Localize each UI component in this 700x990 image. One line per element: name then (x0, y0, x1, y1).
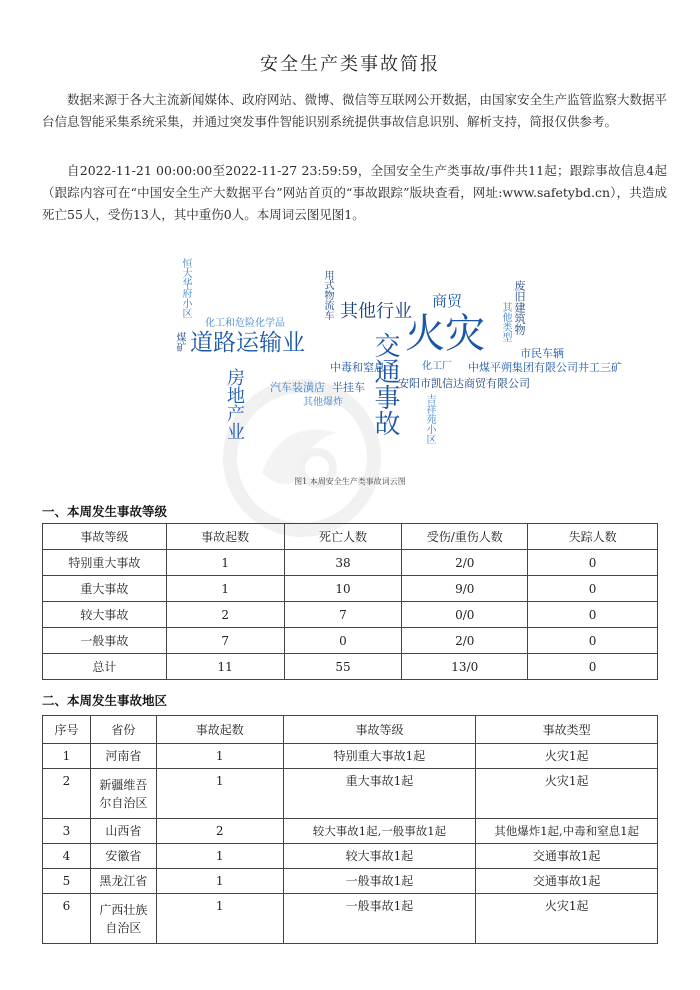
accident-level-table (42, 523, 658, 680)
table-header: 省份 (90, 716, 156, 744)
word-cloud-word: 中煤平朔集团有限公司井工三矿 (468, 361, 622, 374)
word-cloud-word: 煤矿 (174, 332, 185, 352)
table-cell: 1 (156, 869, 283, 894)
table-row (43, 602, 658, 628)
table-cell: 5 (43, 869, 91, 894)
table-cell: 0 (528, 602, 658, 628)
word-cloud-word: 道路运输业 (190, 330, 305, 356)
table-cell: 河南省 (90, 744, 156, 769)
table-cell: 交通事故1起 (476, 869, 658, 894)
table-cell: 广西壮族自治区 (90, 894, 156, 944)
table-cell: 0/0 (402, 602, 528, 628)
word-cloud-word: 其他爆炸 (303, 397, 343, 408)
table-cell: 1 (156, 769, 283, 819)
table-cell: 0 (528, 654, 658, 680)
table-cell: 0 (284, 628, 402, 654)
table-header: 事故等级 (283, 716, 476, 744)
table-header-row (43, 716, 658, 744)
word-cloud-word: 其他类型 (500, 302, 511, 342)
table-header: 事故等级 (43, 524, 167, 550)
word-cloud-word: 废旧建筑物 (513, 280, 526, 335)
table-cell: 特别重大事故1起 (283, 744, 476, 769)
word-cloud-word: 商贸 (432, 292, 463, 310)
summary-text: 自2022-11-21 00:00:00至2022-11-27 23:59:59，全国安全生产类事故/事件共11起；跟踪事故信息4起（跟踪内容可在“中国安全生产大数据平台”网站首页的“事故跟踪”版块查看，网址:www.safetybd.cn），共造成死亡55人，受伤13人，其中重伤0人。本周词云图见图1。 (42, 163, 667, 222)
table-cell: 较大事故1起 (283, 844, 476, 869)
table-header: 死亡人数 (284, 524, 402, 550)
table-cell: 10 (284, 576, 402, 602)
table-cell: 7 (166, 628, 284, 654)
table-header: 序号 (43, 716, 91, 744)
table-cell: 1 (156, 744, 283, 769)
page-title: 安全生产类事故简报 (260, 54, 440, 75)
table-cell: 黑龙江省 (90, 869, 156, 894)
table-header: 事故起数 (166, 524, 284, 550)
word-cloud-word: 安阳市凯信达商贸有限公司 (398, 377, 530, 390)
word-cloud-word: 化工厂 (422, 361, 452, 372)
table-cell: 2/0 (402, 628, 528, 654)
table-row (43, 576, 658, 602)
table-cell: 总计 (43, 654, 167, 680)
accident-region-table (42, 715, 658, 944)
table-row (43, 550, 658, 576)
word-cloud-word: 吉祥苑小区 (424, 394, 435, 444)
word-cloud-caption: 图1 本周安全生产类事故词云图 (294, 477, 406, 486)
word-cloud (150, 250, 640, 475)
table-header: 事故起数 (156, 716, 283, 744)
summary-paragraph (42, 160, 667, 226)
word-cloud-word: 恒大华府小区 (180, 258, 191, 318)
table-cell: 2 (166, 602, 284, 628)
table-cell: 火灾1起 (476, 744, 658, 769)
table-cell: 2/0 (402, 550, 528, 576)
table-cell: 交通事故1起 (476, 844, 658, 869)
table-cell: 一般事故 (43, 628, 167, 654)
table-header: 受伤/重伤人数 (402, 524, 528, 550)
table-cell: 11 (166, 654, 284, 680)
table-cell: 2 (156, 819, 283, 844)
table-cell: 较大事故 (43, 602, 167, 628)
table-cell: 2 (43, 769, 91, 819)
intro-paragraph: 数据来源于各大主流新闻媒体、政府网站、微博、微信等互联网公开数据，由国家安全生产监管监察大数据平台信息智能采集系统采集，并通过突发事件智能识别系统提供事故信息识别、解析支持，简报仅供参考。 (42, 92, 668, 129)
table-cell: 3 (43, 819, 91, 844)
table-cell: 较大事故1起,一般事故1起 (283, 819, 476, 844)
table-cell: 0 (528, 628, 658, 654)
table-cell: 特别重大事故 (43, 550, 167, 576)
table-cell: 1 (166, 576, 284, 602)
table-header-row (43, 524, 658, 550)
table-cell: 7 (284, 602, 402, 628)
table-row (43, 819, 658, 844)
table-row (43, 894, 658, 944)
table-cell: 山西省 (90, 819, 156, 844)
table-cell: 其他爆炸1起,中毒和窒息1起 (476, 819, 658, 844)
table-cell: 38 (284, 550, 402, 576)
section-title-accident-region: 二、本周发生事故地区 (42, 693, 168, 708)
word-cloud-word: 半挂车 (332, 381, 365, 394)
table-row (43, 844, 658, 869)
table-cell: 55 (284, 654, 402, 680)
table-row-total (43, 654, 658, 680)
table-header: 失踪人数 (528, 524, 658, 550)
table-cell: 1 (166, 550, 284, 576)
word-cloud-word: 其他行业 (340, 301, 412, 322)
table-cell: 1 (156, 894, 283, 944)
section-title-accident-level: 一、本周发生事故等级 (42, 504, 168, 519)
word-cloud-word: 房地产业 (224, 368, 245, 440)
table-header: 事故类型 (476, 716, 658, 744)
table-cell: 安徽省 (90, 844, 156, 869)
word-cloud-word: 用式物流车 (322, 270, 333, 320)
table-cell: 火灾1起 (476, 769, 658, 819)
word-cloud-word: 市民车辆 (520, 347, 564, 360)
table-cell: 1 (43, 744, 91, 769)
table-cell: 6 (43, 894, 91, 944)
table-cell: 0 (528, 576, 658, 602)
table-cell: 9/0 (402, 576, 528, 602)
table-row (43, 744, 658, 769)
word-cloud-word: 火灾 (405, 311, 485, 357)
table-cell: 0 (528, 550, 658, 576)
table-cell: 一般事故1起 (283, 894, 476, 944)
word-cloud-word: 汽车装潢店 (270, 381, 325, 394)
word-cloud-word: 中毒和窒息 (330, 361, 385, 374)
table-cell: 重大事故1起 (283, 769, 476, 819)
word-cloud-word: 交通事故 (370, 332, 400, 436)
table-cell: 4 (43, 844, 91, 869)
table-cell: 新疆维吾尔自治区 (90, 769, 156, 819)
table-cell: 13/0 (402, 654, 528, 680)
table-row (43, 628, 658, 654)
table-cell: 重大事故 (43, 576, 167, 602)
table-cell: 1 (156, 844, 283, 869)
word-cloud-word: 化工和危险化学品 (205, 318, 285, 329)
table-row (43, 769, 658, 819)
table-cell: 一般事故1起 (283, 869, 476, 894)
table-cell: 火灾1起 (476, 894, 658, 944)
table-row (43, 869, 658, 894)
